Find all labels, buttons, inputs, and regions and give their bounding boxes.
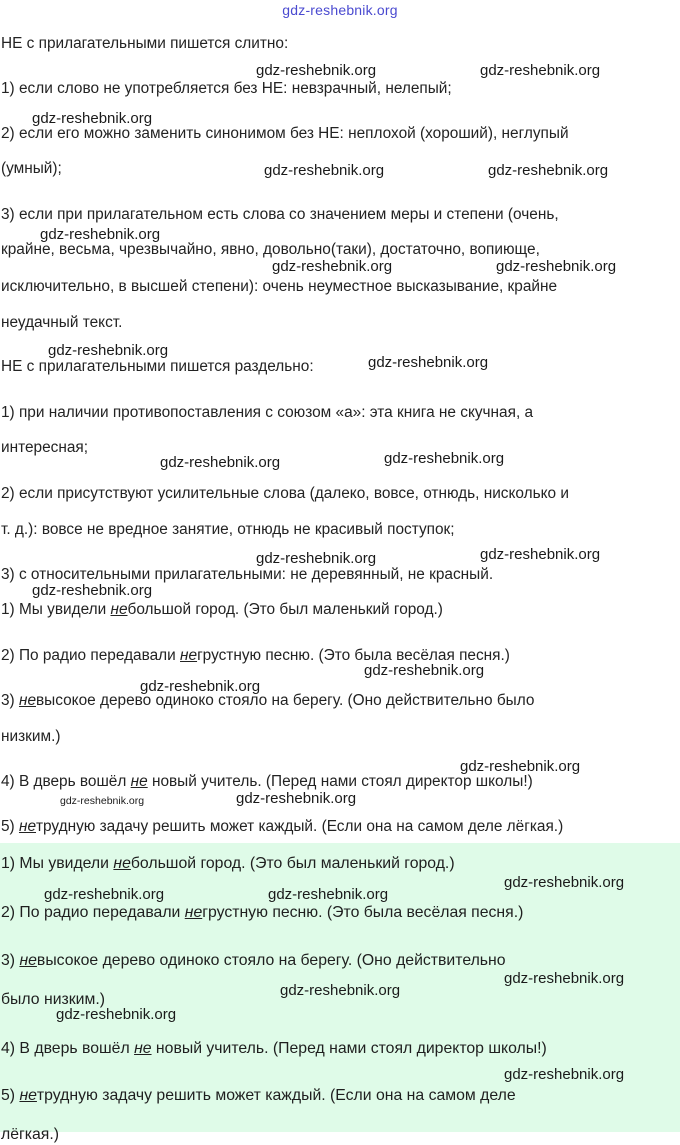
particle-ne: не xyxy=(184,904,203,921)
particle-ne: не xyxy=(19,952,37,969)
rule-line: 1) если слово не употребляется без НЕ: невзрачный, нелепый; xyxy=(1,80,452,97)
particle-ne: не xyxy=(18,818,36,835)
rule-line: 3) если при прилагательном есть слова со значением меры и степени (очень, xyxy=(1,206,559,223)
answer-sentence-3-cont: было низким.) xyxy=(1,991,106,1008)
watermark: gdz-reshebnik.org xyxy=(56,1006,177,1023)
particle-ne: не xyxy=(180,647,198,664)
rule-line: крайне, весьма, чрезвычайно, явно, довольно(таки), достаточно, вопиюще, xyxy=(1,241,540,258)
particle-ne: не xyxy=(113,855,131,872)
particle-ne: не xyxy=(110,601,128,618)
watermark: gdz-reshebnik.org xyxy=(384,450,505,467)
task-sentence-4: 4) В дверь вошёл не новый учитель. (Перед нами стоял директор школы!) xyxy=(1,773,533,790)
watermark: gdz-reshebnik.org xyxy=(368,354,489,371)
answer-sentence-3: 3) невысокое дерево одиноко стояло на берегу. (Оно действительно xyxy=(1,952,506,969)
task-sentence-3-cont: низким.) xyxy=(1,728,61,745)
answer-sentence-5: 5) нетрудную задачу решить может каждый. (Если она на самом деле xyxy=(1,1087,516,1104)
watermark: gdz-reshebnik.org xyxy=(280,982,401,999)
task-sentence-3: 3) невысокое дерево одиноко стояло на берегу. (Оно действительно было xyxy=(1,692,535,709)
watermark: gdz-reshebnik.org xyxy=(236,790,357,807)
task-sentence-1: 1) Мы увидели небольшой город. (Это был маленький город.) xyxy=(1,601,443,618)
particle-ne: не xyxy=(18,692,36,709)
rule-line: 1) при наличии противопоставления с союзом «а»: эта книга не скучная, а xyxy=(1,404,534,421)
rule-line: 2) если его можно заменить синонимом без НЕ: неплохой (хороший), неглупый xyxy=(1,125,569,142)
rule-heading-together: НЕ с прилагательными пишется слитно: xyxy=(1,35,289,52)
task-sentence-2: 2) По радио передавали негрустную песню. (Это была весёлая песня.) xyxy=(1,647,510,664)
rule-line: т. д.): вовсе не вредное занятие, отнюдь не красивый поступок; xyxy=(1,521,455,538)
rule-line: исключительно, в высшей степени): очень неуместное высказывание, крайне xyxy=(1,278,558,295)
watermark: gdz-reshebnik.org xyxy=(460,758,581,775)
watermark: gdz-reshebnik.org xyxy=(504,1066,625,1083)
watermark: gdz-reshebnik.org xyxy=(488,162,609,179)
watermark: gdz-reshebnik.org xyxy=(364,662,485,679)
watermark: gdz-reshebnik.org xyxy=(504,970,625,987)
watermark: gdz-reshebnik.org xyxy=(256,550,377,567)
answer-sentence-2: 2) По радио передавали негрустную песню. (Это была весёлая песня.) xyxy=(1,904,524,921)
watermark: gdz-reshebnik.org xyxy=(268,886,389,903)
watermark: gdz-reshebnik.org xyxy=(160,454,281,471)
rule-heading-separate: НЕ с прилагательными пишется раздельно: xyxy=(1,358,314,375)
watermark: gdz-reshebnik.org xyxy=(32,582,153,599)
particle-ne: не xyxy=(134,1040,152,1057)
rule-line: интересная; xyxy=(1,439,89,456)
answer-sentence-4: 4) В дверь вошёл не новый учитель. (Перед нами стоял директор школы!) xyxy=(1,1040,547,1057)
watermark: gdz-reshebnik.org xyxy=(496,258,617,275)
watermark: gdz-reshebnik.org xyxy=(256,62,377,79)
watermark: gdz-reshebnik.org xyxy=(480,62,601,79)
watermark: gdz-reshebnik.org xyxy=(60,795,145,807)
rule-line: 2) если присутствуют усилительные слова (далеко, вовсе, отнюдь, нисколько и xyxy=(1,485,569,502)
watermark: gdz-reshebnik.org xyxy=(480,546,601,563)
watermark: gdz-reshebnik.org xyxy=(44,886,165,903)
rule-line: (умный); xyxy=(1,160,62,177)
rule-line: неудачный текст. xyxy=(1,314,123,331)
watermark: gdz-reshebnik.org xyxy=(272,258,393,275)
watermark: gdz-reshebnik.org xyxy=(140,678,261,695)
particle-ne: не xyxy=(130,773,148,790)
watermark: gdz-reshebnik.org xyxy=(48,342,169,359)
site-watermark-top[interactable]: gdz-reshebnik.org xyxy=(282,2,398,18)
watermark: gdz-reshebnik.org xyxy=(32,110,153,127)
particle-ne: не xyxy=(19,1087,37,1104)
watermark: gdz-reshebnik.org xyxy=(504,874,625,891)
answer-sentence-5-cont: лёгкая.) xyxy=(1,1126,60,1143)
answer-sentence-1: 1) Мы увидели небольшой город. (Это был маленький город.) xyxy=(1,855,455,872)
watermark: gdz-reshebnik.org xyxy=(264,162,385,179)
task-sentence-5: 5) нетрудную задачу решить может каждый. (Если она на самом деле лёгкая.) xyxy=(1,818,564,835)
rule-line: 3) с относительными прилагательными: не деревянный, не красный. xyxy=(1,566,494,583)
watermark: gdz-reshebnik.org xyxy=(40,226,161,243)
